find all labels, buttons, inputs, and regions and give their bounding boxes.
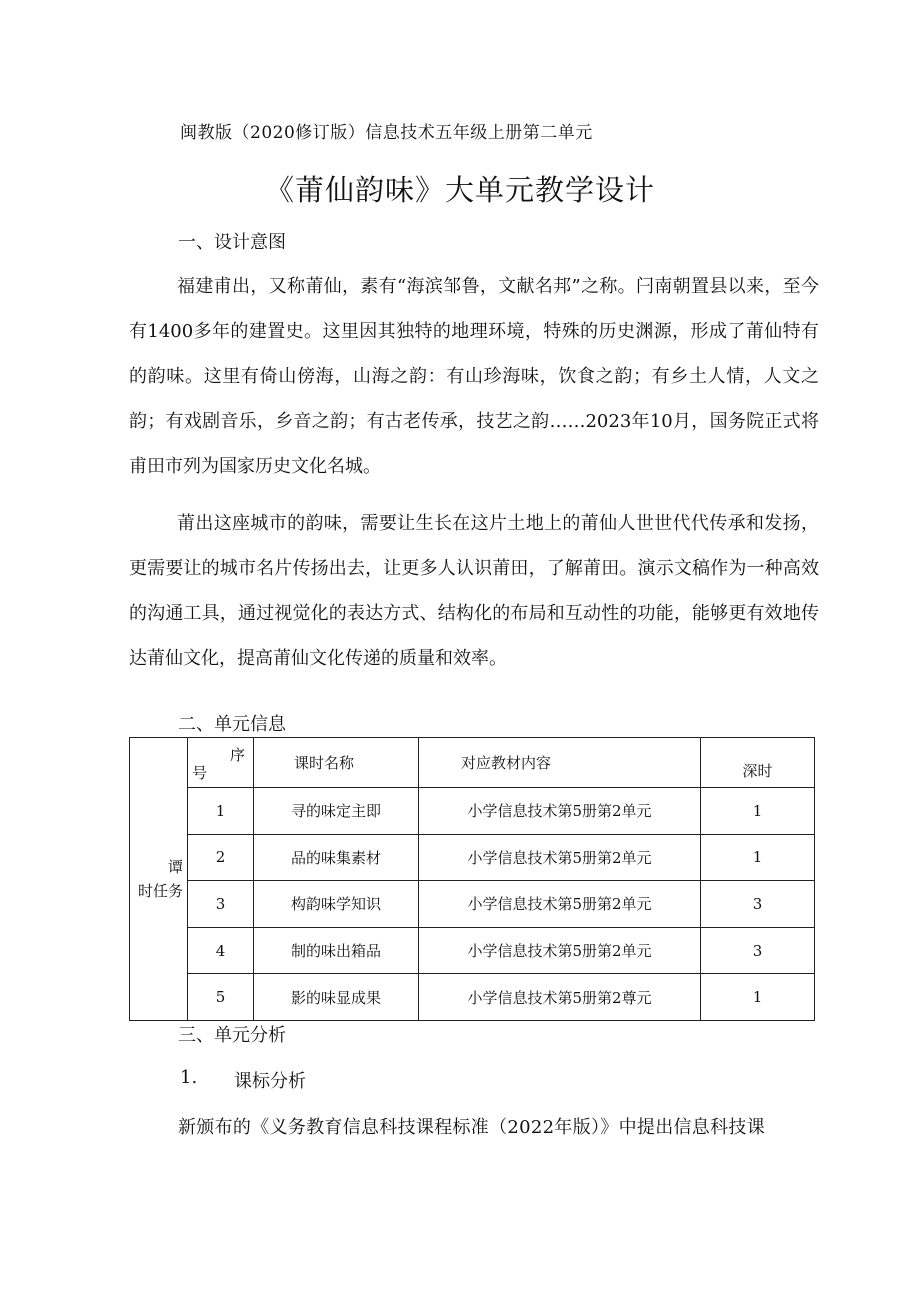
seq-cell: 2: [188, 834, 254, 881]
seq-header-bottom: 号: [192, 764, 208, 782]
name-header: 课时名称: [254, 738, 419, 788]
section-heading-design-intent: 一、设计意图: [178, 232, 286, 253]
table-row: [130, 881, 815, 928]
hours-header: 深时: [701, 738, 815, 788]
table-row: [130, 927, 815, 974]
table-header-row: [130, 738, 815, 788]
content-header: 对应教材内容: [419, 738, 701, 788]
hours-cell: 1: [701, 788, 815, 835]
paragraph: 福建甫出，又称莆仙，素有“海滨邹鲁，文献名邦”之称。闩南朝置县以来，至今有1400多年的建置史。这里因其独特的地理环境，特殊的历史渊源，形成了莆仙特有的韵味。这里有倚山傍海，山海之韵：有山珍海味，饮食之韵；有乡土人情，人文之韵；有戏剧音乐，乡音之韵；有古老传承，技艺之韵……2023年10月，国务院正式将甫田市列为国家历史文化名城。: [129, 276, 819, 477]
content-cell: 小学信息技术第5册第2单元: [419, 834, 701, 881]
paragraph: 莆出这座城市的韵味，需要让生长在这片土地上的莆仙人世世代代传承和发扬，更需要让的城市名片传扬出去，让更多人认识莆田，了解莆田。演示文稿作为一种高效的沟通工具，通过视觉化的表达方式、结构化的布局和互动性的功能，能够更有效地传达莆仙文化，提高莆仙文化传递的质量和效率。: [129, 513, 819, 669]
hours-cell: 3: [701, 927, 815, 974]
name-cell: 制的味出箱品: [254, 927, 419, 974]
hours-cell: 3: [701, 881, 815, 928]
subsection-title-curriculum-analysis: 课标分析: [234, 1071, 306, 1092]
task-label-line: 时任务: [137, 882, 183, 900]
table-row: [130, 974, 815, 1021]
seq-header-cell: [188, 738, 254, 788]
document-subtitle: 闽教版（2020修订版）信息技术五年级上册第二单元: [180, 123, 593, 143]
analysis-body-line: 新颁布的《义务教育信息科技课程标准（2022年版）》中提出信息科技课: [178, 1117, 766, 1138]
unit-info-table: [129, 737, 815, 1021]
seq-cell: 4: [188, 927, 254, 974]
hours-cell: 1: [701, 974, 815, 1021]
section-heading-unit-info: 二、单元信息: [178, 714, 286, 735]
document-title: 《莆仙韵味》大单元教学设计: [264, 173, 655, 207]
task-label-line: 谭: [167, 858, 183, 876]
name-cell: 品的味集素材: [254, 834, 419, 881]
name-cell: 寻的味定主即: [254, 788, 419, 835]
subsection-number: 1.: [180, 1067, 198, 1088]
name-cell: 影的味显成果: [254, 974, 419, 1021]
design-intent-body: [129, 264, 819, 681]
seq-cell: 3: [188, 881, 254, 928]
seq-cell: 5: [188, 974, 254, 1021]
content-cell: 小学信息技术第5册第2单元: [419, 788, 701, 835]
section-heading-unit-analysis: 三、单元分析: [178, 1025, 286, 1046]
content-cell: 小学信息技术第5册第2单元: [419, 927, 701, 974]
content-cell: 小学信息技术第5册第2单元: [419, 881, 701, 928]
hours-cell: 1: [701, 834, 815, 881]
seq-cell: 1: [188, 788, 254, 835]
table-row: [130, 788, 815, 835]
name-cell: 构韵味学知识: [254, 881, 419, 928]
table-row: [130, 834, 815, 881]
seq-header-top: 序: [229, 746, 245, 764]
task-label-cell: [130, 738, 188, 1021]
content-cell: 小学信息技术第5册第2尊元: [419, 974, 701, 1021]
